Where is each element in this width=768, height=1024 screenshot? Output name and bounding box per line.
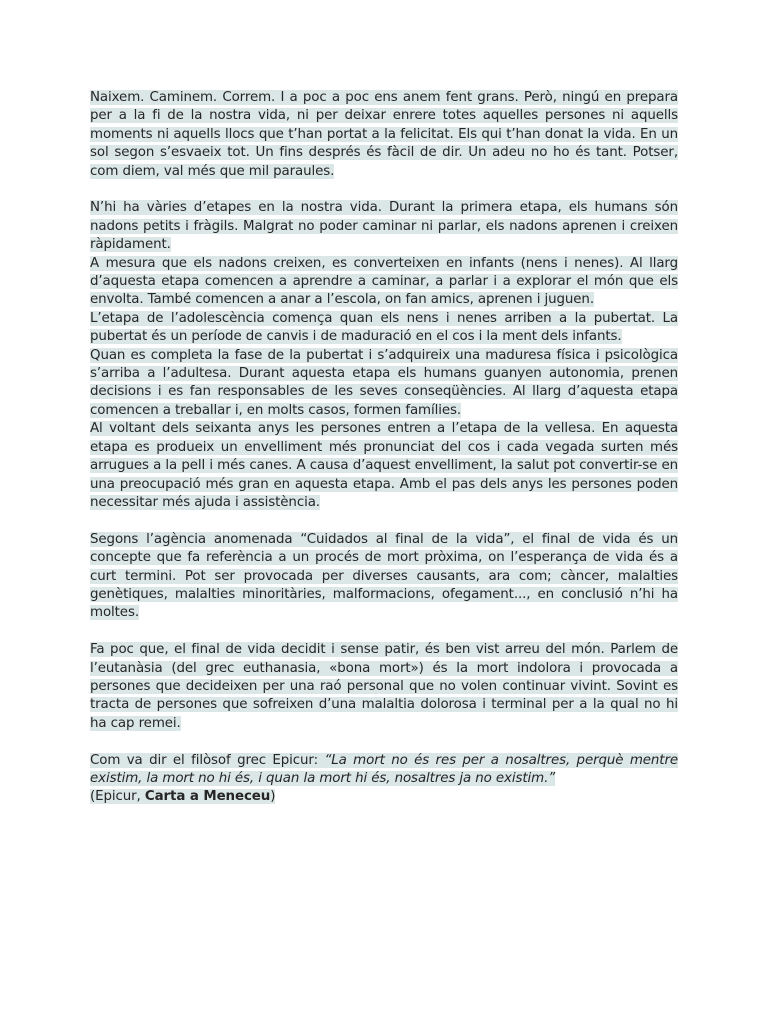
citation-close: ): [270, 789, 276, 805]
paragraph-stages-child: [90, 255, 678, 310]
paragraph-intro: [90, 89, 678, 181]
paragraph-text: Naixem. Caminem. Correm. I a poc a poc ens anem fent grans. Però, ningú en prepara per a la fi de la nostra vida, ni per deixar enrere totes aquelles persones ni aquells moments ni aquells llocs que t’han portat a la felicitat. Els qui t’han donat la vida. En un sol segon s’esvaeix tot. Un fins després és fàcil de dir. Un adeu no ho és tant. Potser, com diem, val més que mil paraules.: [90, 90, 678, 179]
document-body: [90, 89, 678, 807]
paragraph-end-of-life: [90, 531, 678, 623]
paragraph-stages-baby: [90, 199, 678, 254]
paragraph-text: Segons l’agència anomenada “Cuidados al final de la vida”, el final de vida és un concepte que fa referència a un procés de mort pròxima, on l’esperança de vida és a curt termini. Pot ser provocada per diverses causants, ara com; càncer, malalties genètiques, malalties minoritàries, malformacions, ofegament..., en conclusió n’hi ha moltes.: [90, 531, 678, 621]
quote-intro: Com va dir el filòsof grec Epicur:: [90, 752, 325, 768]
paragraph-text: Al voltant dels seixanta anys les persones entren a l’etapa de la vellesa. En aquesta etapa es produeix un envelliment més pronunciat del cos i cada vegada surten més arrugues a la pell i més canes. A causa d’aquest envelliment, la salut pot convertir-se en una preocupació més gran en aquesta etapa. Amb el pas dels anys les persones poden necessitar més ajuda i assistència.: [90, 421, 678, 510]
epicurus-quote: “La mort no és res per a nosaltres, perquè mentre existim, la mort no hi és, i quan la mort hi és, nosaltres ja no existim.”: [90, 752, 678, 786]
paragraph-text: L’etapa de l’adolescència comença quan els nens i nenes arriben a la pubertat. La pubertat és un període de canvis i de maduració en el cos i la ment dels infants.: [90, 310, 678, 345]
paragraph-euthanasia: [90, 641, 678, 733]
citation-open: (Epicur,: [90, 789, 145, 805]
paragraph-text: Quan es completa la fase de la pubertat i s’adquireix una maduresa física i psicològica s’arriba a l’adultesa. Durant aquesta etapa els humans guanyen autonomia, prenen decisions i es fan responsables de les seves conseqüències. Al llarg d’aquesta etapa comencen a treballar i, en molts casos, formen famílies.: [90, 347, 678, 418]
paragraph-text: Fa poc que, el final de vida decidit i sense patir, és ben vist arreu del món. Parlem de l’eutanàsia (del grec euthanasia, «bona mort») és la mort indolora i provocada a persones que decideixen per una raó personal que no volen continuar vivint. Sovint es tracta de persones que sofreixen d’una malaltia dolorosa i terminal per a la qual no hi ha cap remei.: [90, 642, 678, 731]
paragraph-epicurus-quote: [90, 752, 678, 807]
citation-title: Carta a Meneceu: [144, 789, 271, 805]
paragraph-text: N’hi ha vàries d’etapes en la nostra vida. Durant la primera etapa, els humans són nadons petits i fràgils. Malgrat no poder caminar ni parlar, els nadons aprenen i creixen ràpidament.: [90, 200, 678, 253]
paragraph-stages-old-age: [90, 420, 678, 512]
paragraph-stages-adolescence: [90, 310, 678, 347]
paragraph-stages-adulthood: [90, 347, 678, 421]
paragraph-text: A mesura que els nadons creixen, es converteixen en infants (nens i nenes). Al llarg d’aquesta etapa comencen a aprendre a caminar, a parlar i a explorar el món que els envolta. També comencen a anar a l’escola, on fan amics, aprenen i juguen.: [90, 255, 678, 308]
